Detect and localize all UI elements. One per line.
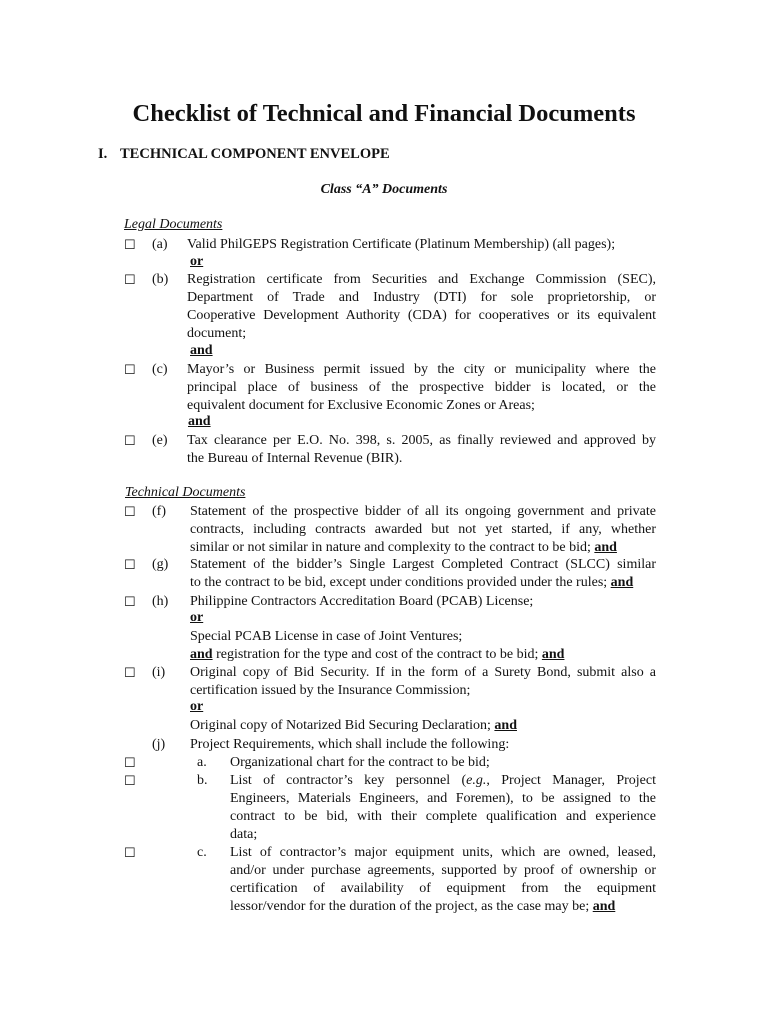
item-i-line-2: certification issued by the Insurance Commission;: [190, 683, 471, 698]
item-e-line-2: the Bureau of Internal Revenue (BIR).: [187, 451, 403, 466]
subitem-b-line-2: Engineers, Materials Engineers, and Foremen), to be assigned to the: [230, 791, 656, 806]
item-b-line-3: Cooperative Development Authority (CDA) for cooperatives or its equivalent: [187, 308, 656, 323]
item-a-label: (a): [152, 237, 168, 252]
item-h-line-3-text: registration for the type and cost of the contract to be bid;: [212, 647, 539, 662]
subitem-c-line-4: [230, 898, 615, 916]
checkbox-a[interactable]: ☐: [124, 237, 136, 252]
item-c-line-1: Mayor’s or Business permit issued by the city or municipality where the: [187, 362, 656, 377]
item-f-line-1: Statement of the prospective bidder of all its ongoing government and private: [190, 504, 656, 519]
subitem-b-line-1: [230, 772, 656, 790]
connector-and: and: [494, 718, 517, 733]
checkbox-b[interactable]: ☐: [124, 272, 136, 287]
checkbox-j-b[interactable]: ☐: [124, 773, 136, 788]
technical-documents-heading: Technical Documents: [125, 485, 246, 500]
class-a-subtitle: Class “A” Documents: [320, 182, 448, 197]
subitem-c-line-2: and/or under purchase agreements, supported by proof of ownership or: [230, 863, 656, 878]
subitem-b-line-1-a: List of contractor’s key personnel (: [230, 773, 467, 788]
item-f-line-3-text: similar or not similar in nature and complexity to the contract to be bid;: [190, 540, 591, 555]
connector-and: and: [610, 575, 634, 590]
subitem-b-line-1-b: , Project Manager, Project: [486, 773, 656, 788]
section-heading: [98, 146, 390, 163]
item-f-line-3: [190, 539, 617, 557]
checkbox-h[interactable]: ☐: [124, 594, 136, 609]
item-i-line-1: Original copy of Bid Security. If in the form of a Surety Bond, submit also a: [190, 665, 656, 680]
item-f-line-2: contracts, including contracts awarded but not yet started, if any, whether: [190, 522, 656, 537]
section-label: TECHNICAL COMPONENT ENVELOPE: [120, 146, 390, 162]
section-number: I.: [98, 146, 108, 162]
item-c-line-3: equivalent document for Exclusive Economic Zones or Areas;: [187, 398, 535, 413]
item-h-line-1: Philippine Contractors Accreditation Board (PCAB) License;: [190, 594, 534, 609]
item-a-text: Valid PhilGEPS Registration Certificate (Platinum Membership) (all pages);: [187, 237, 616, 252]
item-j-label: (j): [152, 737, 166, 752]
connector-and: and: [190, 343, 213, 358]
subitem-b-line-4: data;: [230, 827, 258, 842]
item-c-line-2: principal place of business of the prospective bidder is located, or the: [187, 380, 656, 395]
item-j-text: Project Requirements, which shall include the following:: [190, 737, 510, 752]
connector-and: and: [188, 414, 211, 429]
item-h-label: (h): [152, 594, 169, 609]
item-h-line-3: [190, 646, 564, 664]
item-b-line-2: Department of Trade and Industry (DTI) for sole proprietorship, or: [187, 290, 656, 305]
subitem-b-label: b.: [197, 773, 208, 788]
connector-or: or: [190, 699, 204, 714]
item-b-label: (b): [152, 272, 169, 287]
subitem-a-label: a.: [197, 755, 207, 770]
item-g-line-2: [190, 574, 633, 592]
checkbox-g[interactable]: ☐: [124, 557, 136, 572]
connector-and: and: [190, 647, 213, 662]
item-g-line-1: Statement of the bidder’s Single Largest Completed Contract (SLCC) similar: [190, 557, 656, 572]
connector-and: and: [541, 647, 565, 662]
checkbox-j-c[interactable]: ☐: [124, 845, 136, 860]
connector-and: and: [592, 899, 616, 914]
connector-and: and: [594, 540, 617, 555]
page-title: Checklist of Technical and Financial Documents: [132, 100, 636, 127]
item-c-label: (c): [152, 362, 168, 377]
item-b-line-4: document;: [187, 326, 247, 341]
subitem-b-line-3: contract to be bid, with their complete qualification and experience: [230, 809, 656, 824]
item-e-label: (e): [152, 433, 168, 448]
subitem-a-text: Organizational chart for the contract to be bid;: [230, 755, 490, 770]
item-f-label: (f): [152, 504, 166, 519]
item-h-line-2: Special PCAB License in case of Joint Ventures;: [190, 629, 463, 644]
subitem-c-line-3: certification of availability of equipment from the equipment: [230, 881, 656, 896]
checkbox-c[interactable]: ☐: [124, 362, 136, 377]
item-i-line-3: [190, 717, 517, 735]
subitem-c-line-4-text: lessor/vendor for the duration of the project, as the case may be;: [230, 899, 590, 914]
item-i-line-3-text: Original copy of Notarized Bid Securing Declaration;: [190, 718, 491, 733]
subitem-c-label: c.: [197, 845, 207, 860]
item-g-line-2-text: to the contract to be bid, except under conditions provided under the rules;: [190, 575, 608, 590]
checkbox-j-a[interactable]: ☐: [124, 755, 136, 770]
subitem-c-line-1: List of contractor’s major equipment units, which are owned, leased,: [230, 845, 656, 860]
item-e-line-1: Tax clearance per E.O. No. 398, s. 2005, as finally reviewed and approved by: [187, 433, 656, 448]
checkbox-f[interactable]: ☐: [124, 504, 136, 519]
subitem-b-eg: e.g.: [466, 773, 487, 788]
checkbox-e[interactable]: ☐: [124, 433, 136, 448]
connector-or: or: [190, 254, 204, 269]
item-i-label: (i): [152, 665, 166, 680]
connector-or: or: [190, 610, 204, 625]
item-g-label: (g): [152, 557, 169, 572]
checkbox-i[interactable]: ☐: [124, 665, 136, 680]
item-b-line-1: Registration certificate from Securities and Exchange Commission (SEC),: [187, 272, 656, 287]
legal-documents-heading: Legal Documents: [124, 217, 223, 232]
